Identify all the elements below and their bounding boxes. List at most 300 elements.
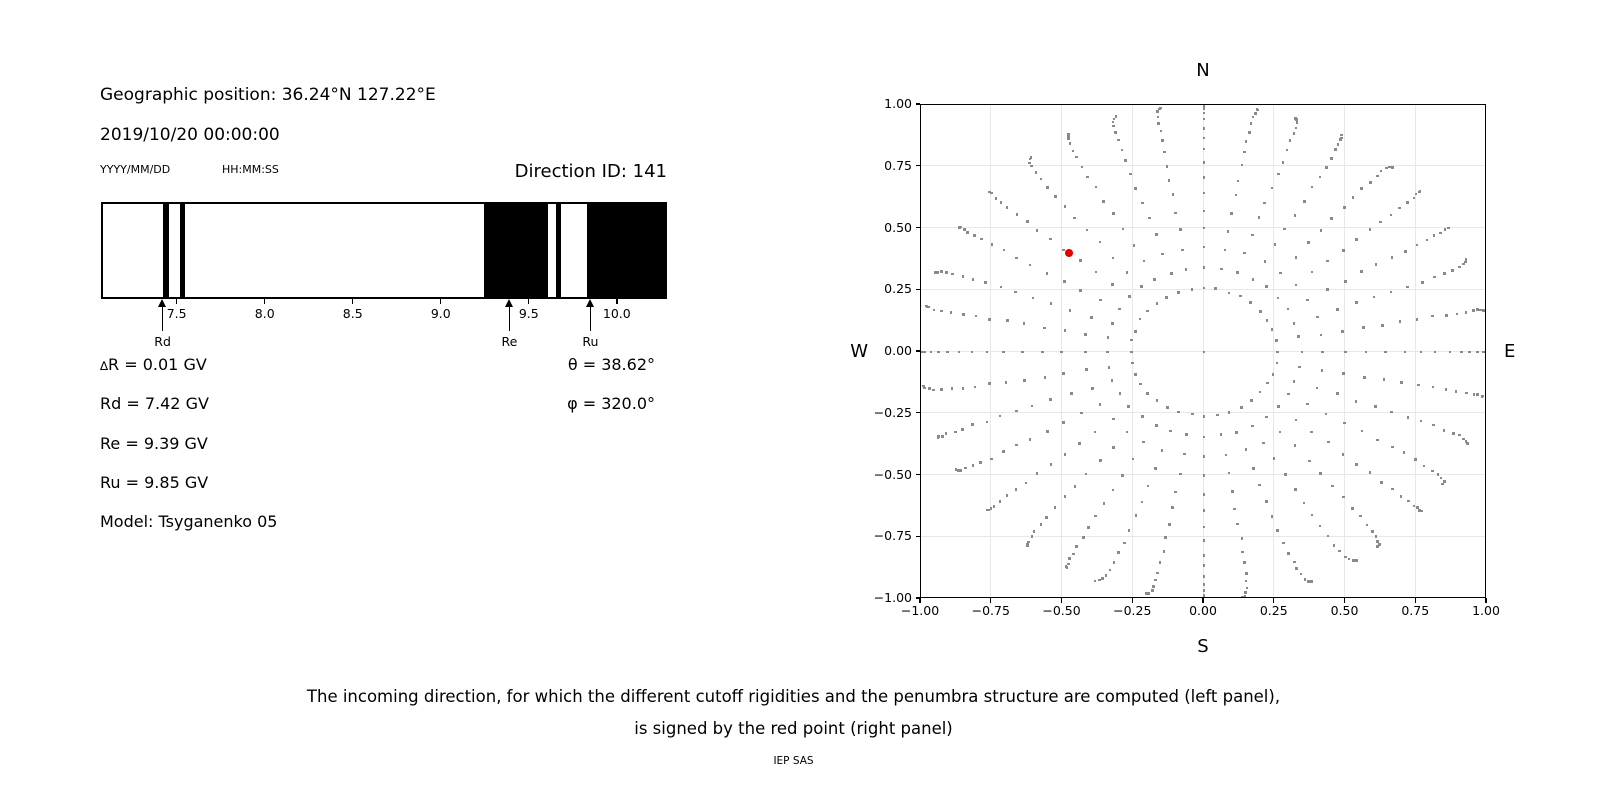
grid-dot xyxy=(1160,130,1163,133)
grid-dot xyxy=(1164,536,1167,539)
grid-dot xyxy=(1239,295,1242,298)
grid-dot xyxy=(993,505,996,508)
grid-dot xyxy=(1381,324,1384,327)
grid-dot xyxy=(1273,457,1276,460)
penumbra-black-band xyxy=(180,204,185,297)
grid-dot xyxy=(1256,109,1259,112)
grid-dot xyxy=(964,467,967,470)
grid-dot xyxy=(1134,330,1137,333)
skyplot-y-tick xyxy=(916,350,921,351)
grid-dot xyxy=(1379,221,1382,224)
grid-dot xyxy=(1289,139,1292,142)
grid-dot xyxy=(951,387,954,390)
grid-dot xyxy=(1040,178,1043,181)
grid-dot xyxy=(1383,378,1386,381)
grid-dot xyxy=(995,197,998,200)
skyplot-y-tick xyxy=(916,165,921,166)
grid-dot xyxy=(1371,530,1374,533)
grid-dot xyxy=(1338,550,1341,553)
gridline xyxy=(921,536,1485,537)
grid-dot xyxy=(1091,387,1094,390)
grid-dot xyxy=(1005,381,1008,384)
grid-dot xyxy=(1403,451,1406,454)
grid-dot xyxy=(937,437,940,440)
grid-dot xyxy=(1102,200,1105,203)
grid-dot xyxy=(1111,283,1114,286)
grid-dot xyxy=(1166,406,1169,409)
grid-dot xyxy=(1330,157,1333,160)
grid-dot xyxy=(1366,524,1369,527)
grid-dot xyxy=(1156,302,1159,305)
penumbra-axis-tick xyxy=(440,299,441,304)
grid-dot xyxy=(1063,280,1066,283)
rigidity-value-line: ∆R = 0.01 GV xyxy=(100,355,207,374)
grid-dot xyxy=(1240,406,1243,409)
grid-dot xyxy=(1348,558,1351,561)
grid-dot xyxy=(1282,161,1285,164)
grid-dot xyxy=(1146,392,1149,395)
grid-dot xyxy=(1251,234,1254,237)
grid-dot xyxy=(1014,291,1017,294)
grid-dot xyxy=(1303,200,1306,203)
grid-dot xyxy=(950,311,953,314)
grid-dot xyxy=(1295,127,1298,130)
grid-dot xyxy=(1159,107,1162,110)
grid-dot xyxy=(1266,319,1269,322)
grid-dot xyxy=(930,351,933,354)
skyplot-x-tick-label: −0.50 xyxy=(1042,603,1081,618)
grid-dot xyxy=(1376,545,1379,548)
rigidity-arrow-head xyxy=(586,299,594,307)
grid-dot xyxy=(1279,272,1282,275)
grid-dot xyxy=(1099,403,1102,406)
grid-dot xyxy=(1277,297,1280,300)
grid-dot xyxy=(1046,272,1049,275)
grid-dot xyxy=(1140,285,1143,288)
grid-dot xyxy=(1105,574,1108,577)
grid-dot xyxy=(1050,302,1053,305)
rigidity-value-line: Rd = 7.42 GV xyxy=(100,394,209,414)
caption-line-1: The incoming direction, for which the different cutoff rigidities and the penumbra structure are computed (left panel), xyxy=(306,687,1281,706)
grid-dot xyxy=(1399,320,1402,323)
grid-dot xyxy=(1245,448,1248,451)
grid-dot xyxy=(1155,424,1158,427)
grid-dot xyxy=(1420,420,1423,423)
grid-dot xyxy=(1227,230,1230,233)
geo-position-line: Geographic position: 36.24°N 127.22°E xyxy=(100,85,436,105)
grid-dot xyxy=(1342,249,1345,252)
grid-dot xyxy=(1445,314,1448,317)
grid-dot xyxy=(1159,561,1162,564)
grid-dot xyxy=(1398,207,1401,210)
skyplot-x-tick xyxy=(1132,598,1133,603)
grid-dot xyxy=(1235,194,1238,197)
grid-dot xyxy=(920,351,922,354)
grid-dot xyxy=(1375,535,1378,538)
skyplot-x-tick-label: 0.25 xyxy=(1259,603,1288,618)
grid-dot xyxy=(1170,272,1173,275)
grid-dot xyxy=(1203,104,1206,106)
grid-dot xyxy=(1246,587,1249,590)
grid-dot xyxy=(962,275,965,278)
grid-dot xyxy=(1287,308,1290,311)
grid-dot xyxy=(1064,495,1067,498)
grid-dot xyxy=(1306,403,1309,406)
grid-dot xyxy=(1126,271,1129,274)
compass-west-label: W xyxy=(850,341,868,362)
grid-dot xyxy=(1179,473,1182,476)
grid-dot xyxy=(1456,313,1459,316)
grid-dot xyxy=(1046,186,1049,189)
grid-dot xyxy=(1237,180,1240,183)
grid-dot xyxy=(1308,460,1311,463)
grid-dot xyxy=(1128,295,1131,298)
grid-dot xyxy=(1132,458,1135,461)
grid-dot xyxy=(1155,233,1158,236)
grid-dot xyxy=(1203,148,1206,151)
grid-dot xyxy=(1248,131,1251,134)
grid-dot xyxy=(1030,165,1033,168)
grid-dot xyxy=(1114,131,1117,134)
grid-dot xyxy=(941,435,944,438)
grid-dot xyxy=(988,191,991,194)
grid-dot xyxy=(1333,544,1336,547)
grid-dot xyxy=(1220,433,1223,436)
grid-dot xyxy=(1002,450,1005,453)
grid-dot xyxy=(1086,229,1089,232)
rigidity-arrow-label: Ru xyxy=(582,334,599,349)
penumbra-axis-tick-label: 9.5 xyxy=(518,306,539,321)
grid-dot xyxy=(940,270,943,273)
grid-dot xyxy=(1230,212,1233,215)
grid-dot xyxy=(1432,386,1435,389)
skyplot-x-tick xyxy=(990,598,991,603)
grid-dot xyxy=(1321,351,1324,354)
grid-dot xyxy=(1482,309,1485,312)
grid-dot xyxy=(1320,334,1323,337)
grid-dot xyxy=(1066,566,1069,569)
grid-dot xyxy=(1068,557,1071,560)
grid-dot xyxy=(1112,121,1115,124)
grid-dot xyxy=(945,271,948,274)
grid-dot xyxy=(1282,542,1285,545)
grid-dot xyxy=(940,310,943,313)
grid-dot xyxy=(1293,561,1296,564)
grid-dot xyxy=(1203,176,1206,179)
grid-dot xyxy=(1168,523,1171,526)
grid-dot xyxy=(1060,351,1063,354)
grid-dot xyxy=(958,351,961,354)
grid-dot xyxy=(1179,228,1182,231)
grid-dot xyxy=(1035,171,1038,174)
grid-dot xyxy=(1241,537,1244,540)
grid-dot xyxy=(1054,506,1057,509)
skyplot-y-tick-label: 0.75 xyxy=(884,157,912,173)
grid-dot xyxy=(1391,166,1394,169)
grid-dot xyxy=(1074,485,1077,488)
grid-dot xyxy=(1185,268,1188,271)
grid-dot xyxy=(1432,424,1435,427)
grid-dot xyxy=(1069,309,1072,312)
grid-dot xyxy=(1228,411,1231,414)
grid-dot xyxy=(1385,167,1388,170)
grid-dot xyxy=(1033,530,1036,533)
grid-dot xyxy=(1355,559,1358,562)
grid-dot xyxy=(1465,392,1468,395)
skyplot-y-tick-label: −0.50 xyxy=(873,466,912,482)
grid-dot xyxy=(1067,133,1070,136)
grid-dot xyxy=(1062,372,1065,375)
grid-dot xyxy=(1252,116,1255,119)
grid-dot xyxy=(951,273,954,276)
grid-dot xyxy=(1032,297,1035,300)
grid-dot xyxy=(972,278,975,281)
grid-dot xyxy=(1094,431,1097,434)
grid-dot xyxy=(1000,201,1003,204)
grid-dot xyxy=(990,458,993,461)
grid-dot xyxy=(974,386,977,389)
caption-line-2: is signed by the red point (right panel) xyxy=(634,719,953,738)
grid-dot xyxy=(1416,244,1419,247)
grid-dot xyxy=(1416,318,1419,321)
grid-dot xyxy=(1276,351,1279,354)
skyplot-y-tick-label: 0.00 xyxy=(884,343,912,358)
grid-dot xyxy=(1421,281,1424,284)
grid-dot xyxy=(1295,567,1298,570)
grid-dot xyxy=(979,461,982,464)
grid-dot xyxy=(1259,391,1262,394)
grid-dot xyxy=(1203,227,1206,230)
grid-dot xyxy=(1380,481,1383,484)
grid-dot xyxy=(986,509,989,512)
grid-dot xyxy=(1231,490,1234,493)
grid-dot xyxy=(1203,266,1206,269)
skyplot-y-tick xyxy=(916,536,921,537)
grid-dot xyxy=(1203,539,1206,542)
grid-dot xyxy=(1343,422,1346,425)
grid-dot xyxy=(1203,575,1206,578)
grid-dot xyxy=(1325,166,1328,169)
grid-dot xyxy=(1444,228,1447,231)
grid-dot xyxy=(1400,495,1403,498)
skyplot-y-tick xyxy=(916,474,921,475)
gridline xyxy=(921,412,1485,413)
grid-dot xyxy=(1118,308,1121,311)
penumbra-strip-chart xyxy=(101,202,667,299)
skyplot-y-tick-label: 0.50 xyxy=(884,219,912,235)
grid-dot xyxy=(1086,176,1089,179)
grid-dot xyxy=(972,464,975,467)
grid-dot xyxy=(999,500,1002,503)
grid-dot xyxy=(1112,212,1115,215)
grid-dot xyxy=(1203,287,1206,290)
skyplot-x-tick-label: 0.75 xyxy=(1401,603,1430,618)
grid-dot xyxy=(1374,405,1377,408)
grid-dot xyxy=(1431,470,1434,473)
grid-dot xyxy=(1472,309,1475,312)
grid-dot xyxy=(1147,592,1150,595)
grid-dot xyxy=(1122,228,1125,231)
grid-dot xyxy=(1369,181,1372,184)
rigidity-value-line: Model: Tsyganenko 05 xyxy=(100,512,278,532)
grid-dot xyxy=(1045,516,1048,519)
grid-dot xyxy=(1156,572,1159,575)
grid-dot xyxy=(1220,268,1223,271)
grid-dot xyxy=(1241,164,1244,167)
grid-dot xyxy=(1375,263,1378,266)
grid-dot xyxy=(961,428,964,431)
grid-dot xyxy=(1174,491,1177,494)
grid-dot xyxy=(946,351,949,354)
grid-dot xyxy=(1413,505,1416,508)
penumbra-axis-tick-label: 10.0 xyxy=(602,306,631,321)
grid-dot xyxy=(1250,122,1253,125)
grid-dot xyxy=(1245,572,1248,575)
grid-dot xyxy=(1390,411,1393,414)
grid-dot xyxy=(1316,316,1319,319)
gridline xyxy=(921,165,1485,166)
grid-dot xyxy=(988,382,991,385)
grid-dot xyxy=(1228,292,1231,295)
grid-dot xyxy=(1420,351,1423,354)
grid-dot xyxy=(1228,472,1231,475)
skyplot-y-tick-label: −0.75 xyxy=(873,528,912,544)
rigidity-value-line: Re = 9.39 GV xyxy=(100,433,208,453)
grid-dot xyxy=(1028,162,1031,165)
grid-dot xyxy=(1145,592,1148,595)
grid-dot xyxy=(1342,372,1345,375)
grid-dot xyxy=(1244,595,1247,598)
grid-dot xyxy=(1355,400,1358,403)
grid-dot xyxy=(973,234,976,237)
grid-dot xyxy=(1203,108,1206,111)
grid-dot xyxy=(1064,453,1067,456)
grid-dot xyxy=(1419,190,1422,193)
grid-dot xyxy=(1279,431,1282,434)
grid-dot xyxy=(962,387,965,390)
grid-dot xyxy=(1203,415,1206,418)
skyplot-x-tick xyxy=(1273,598,1274,603)
grid-dot xyxy=(1445,388,1448,391)
date-format-label: YYYY/MM/DD xyxy=(100,163,171,176)
grid-dot xyxy=(1306,299,1309,302)
grid-dot xyxy=(1283,228,1286,231)
grid-dot xyxy=(1437,473,1440,476)
grid-dot xyxy=(1342,496,1345,499)
grid-dot xyxy=(1311,271,1314,274)
grid-dot xyxy=(1284,473,1287,476)
grid-dot xyxy=(1336,392,1339,395)
grid-dot xyxy=(1044,376,1047,379)
grid-dot xyxy=(1026,220,1029,223)
grid-dot xyxy=(1404,250,1407,253)
grid-dot xyxy=(1015,488,1018,491)
grid-dot xyxy=(922,385,925,388)
grid-dot xyxy=(1447,227,1450,230)
grid-dot xyxy=(1341,330,1344,333)
grid-dot xyxy=(1360,187,1363,190)
grid-dot xyxy=(1029,264,1032,267)
grid-dot xyxy=(1431,315,1434,318)
grid-dot xyxy=(1294,117,1297,120)
grid-dot xyxy=(1251,425,1254,428)
grid-dot xyxy=(1245,140,1248,143)
grid-dot xyxy=(1243,561,1246,564)
grid-dot xyxy=(1243,151,1246,154)
grid-dot xyxy=(1266,382,1269,385)
skyplot-y-tick xyxy=(916,103,921,104)
grid-dot xyxy=(962,313,965,316)
grid-dot xyxy=(1360,270,1363,273)
grid-dot xyxy=(1023,322,1026,325)
grid-dot xyxy=(1165,296,1168,299)
grid-dot xyxy=(1465,311,1468,314)
grid-dot xyxy=(1274,243,1277,246)
grid-dot xyxy=(1203,564,1206,567)
grid-dot xyxy=(1124,159,1127,162)
grid-dot xyxy=(1465,258,1468,261)
grid-dot xyxy=(1075,156,1078,159)
direction-id-title: Direction ID: 141 xyxy=(514,161,667,182)
grid-dot xyxy=(1203,493,1206,496)
grid-dot xyxy=(1464,261,1467,264)
grid-dot xyxy=(1295,284,1298,287)
grid-dot xyxy=(1049,238,1052,241)
grid-dot xyxy=(1344,556,1347,559)
grid-dot xyxy=(988,318,991,321)
grid-dot xyxy=(1015,444,1018,447)
skyplot-x-tick xyxy=(1202,598,1203,603)
grid-dot xyxy=(1458,266,1461,269)
penumbra-axis-tick xyxy=(528,299,529,304)
grid-dot xyxy=(1123,542,1126,545)
grid-dot xyxy=(1154,579,1157,582)
grid-dot xyxy=(1325,413,1328,416)
grid-dot xyxy=(1287,393,1290,396)
grid-dot xyxy=(1295,256,1298,259)
grid-dot xyxy=(1420,510,1423,513)
grid-dot xyxy=(991,243,994,246)
grid-dot xyxy=(1241,596,1244,598)
grid-dot xyxy=(1262,442,1265,445)
grid-dot xyxy=(1293,380,1296,383)
penumbra-black-band xyxy=(556,204,561,297)
grid-dot xyxy=(934,271,937,274)
grid-dot xyxy=(1030,156,1033,159)
grid-dot xyxy=(1087,526,1090,529)
grid-dot xyxy=(1016,213,1019,216)
grid-dot xyxy=(1161,449,1164,452)
grid-dot xyxy=(1169,430,1172,433)
grid-dot xyxy=(1449,351,1452,354)
grid-dot xyxy=(1085,368,1088,371)
grid-dot xyxy=(1340,137,1343,140)
grid-dot xyxy=(1064,205,1067,208)
grid-dot xyxy=(1361,430,1364,433)
angle-value-line: θ = 38.62° xyxy=(567,355,655,374)
rigidity-arrow-shaft xyxy=(509,306,510,331)
grid-dot xyxy=(1157,122,1160,125)
grid-dot xyxy=(1203,455,1206,458)
grid-dot xyxy=(1224,249,1227,252)
grid-dot xyxy=(1129,173,1132,176)
skyplot-y-tick xyxy=(916,227,921,228)
grid-dot xyxy=(1311,514,1314,517)
grid-dot xyxy=(1252,278,1255,281)
grid-dot xyxy=(955,468,958,471)
grid-dot xyxy=(1153,278,1156,281)
grid-dot xyxy=(1271,187,1274,190)
